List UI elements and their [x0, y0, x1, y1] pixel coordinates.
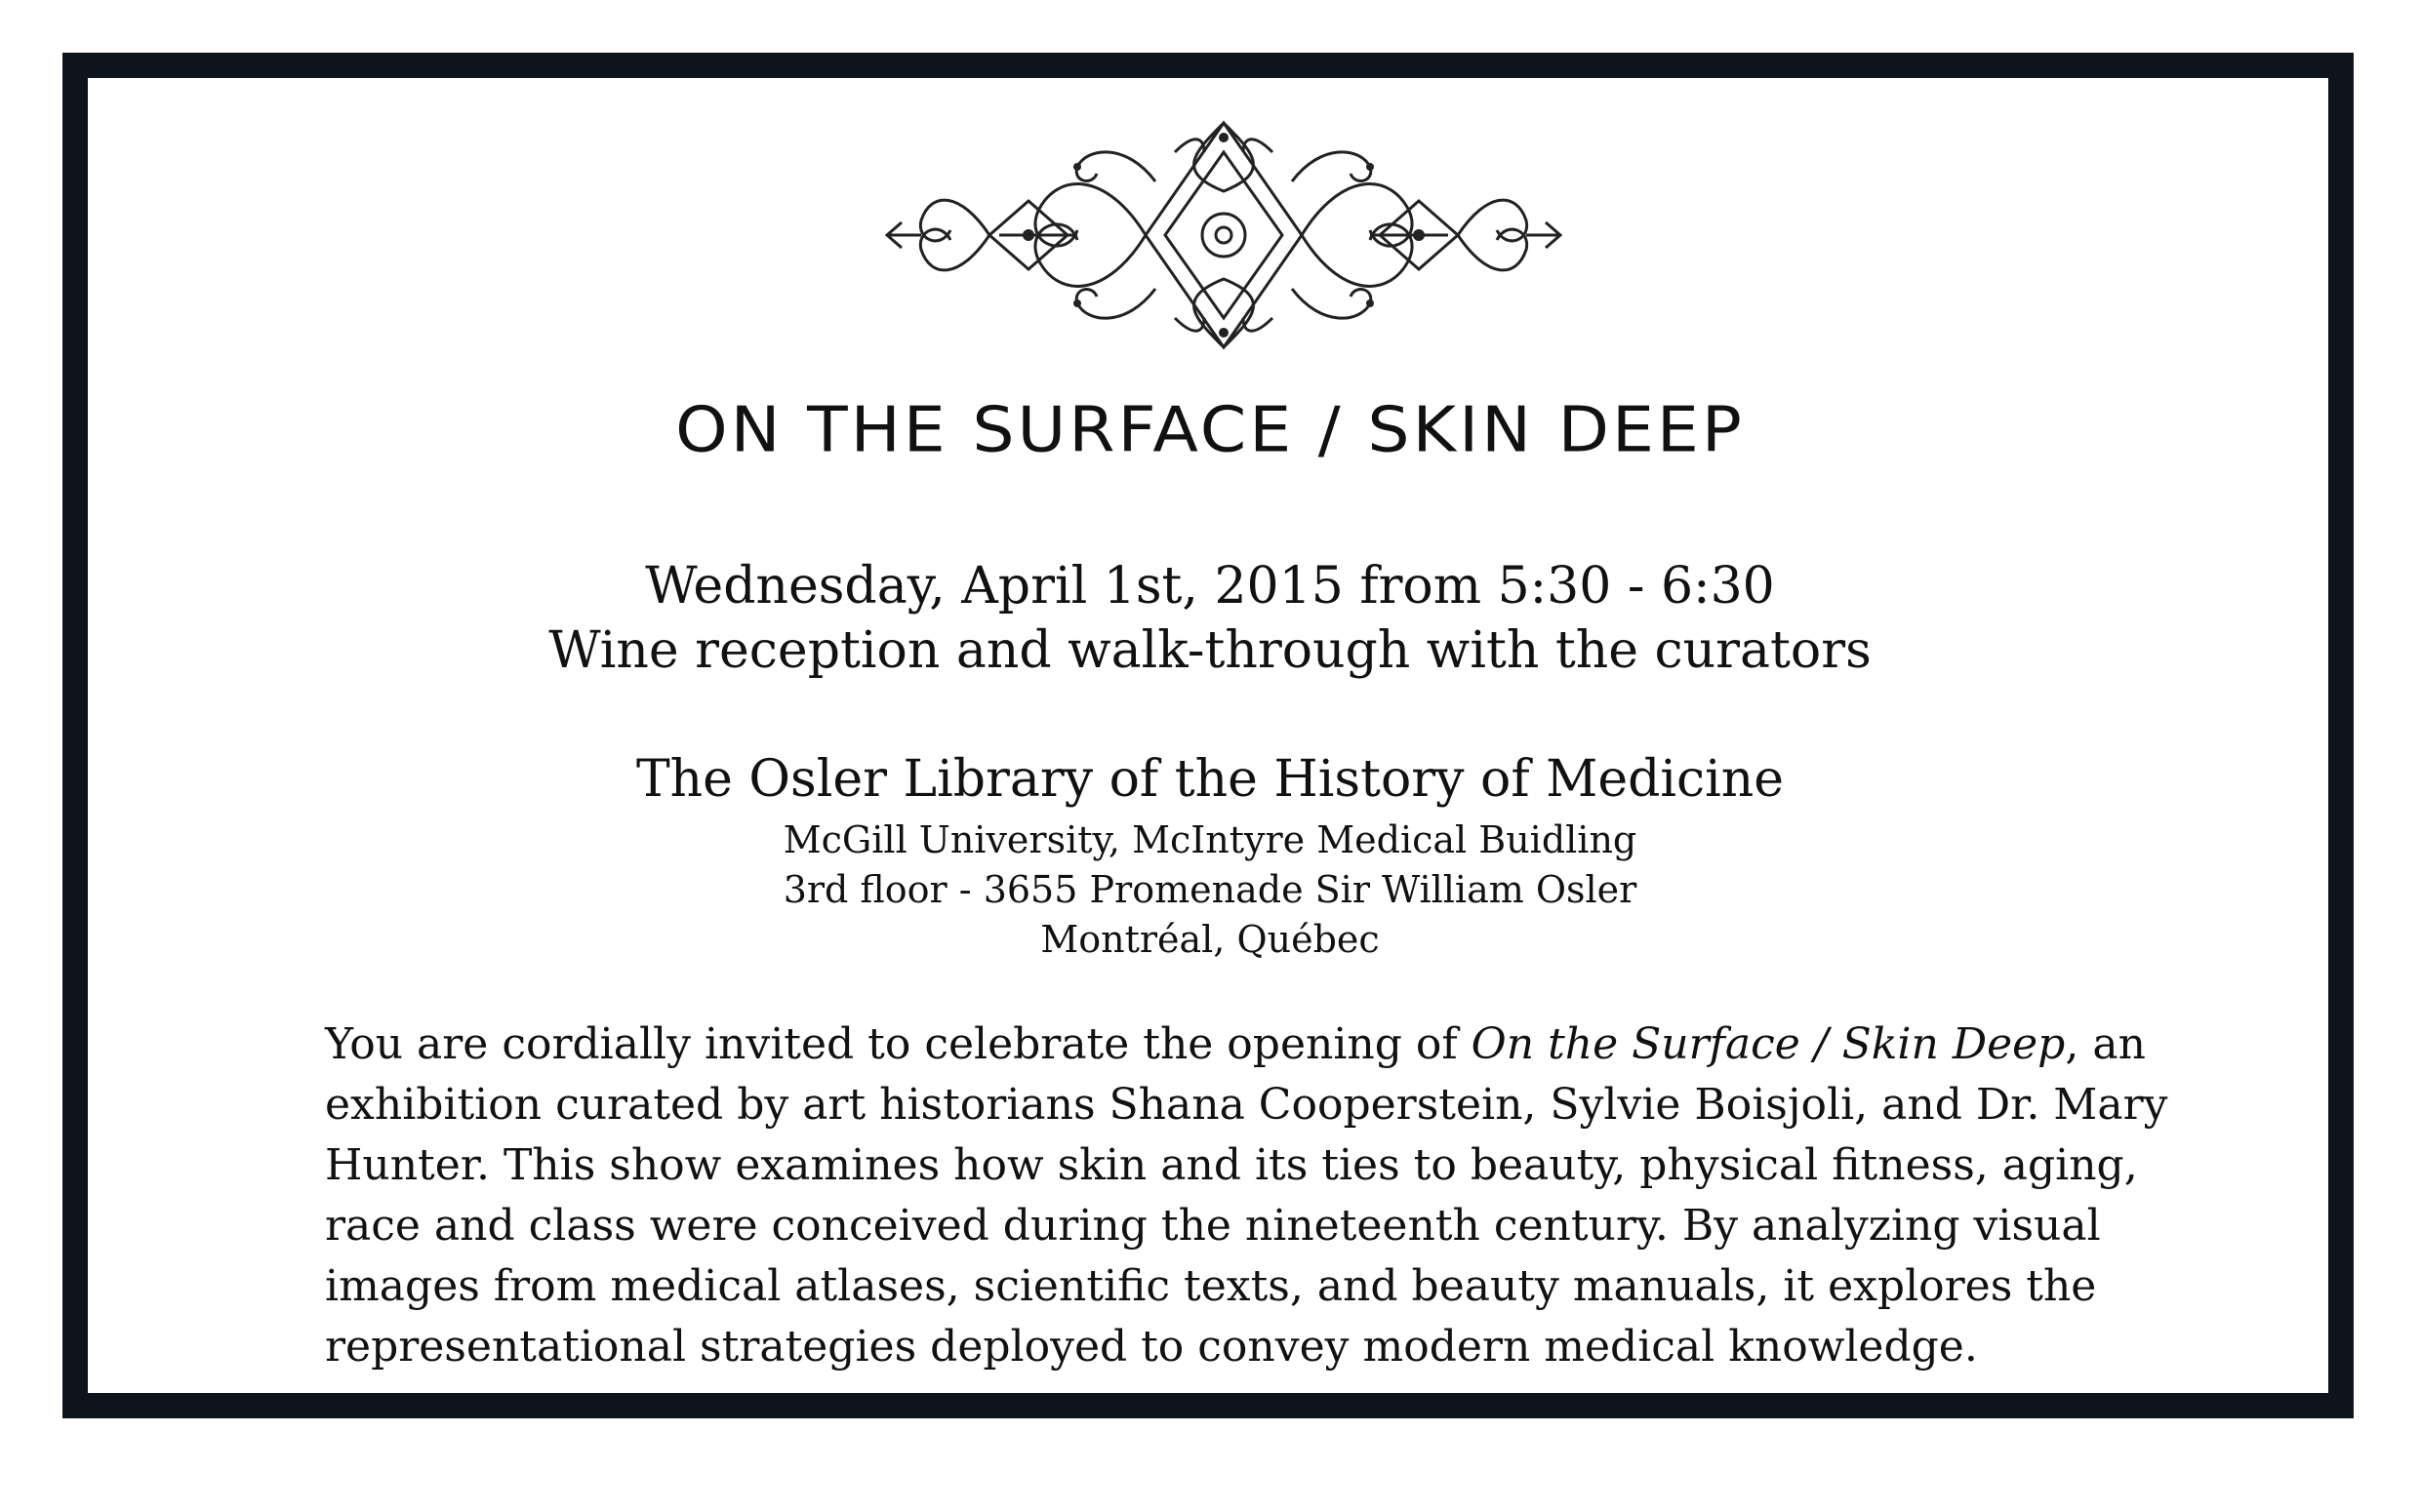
event-details — [0, 554, 2420, 683]
event-date-time: Wednesday, April 1st, 2015 from 5:30 - 6:30 — [645, 557, 1775, 616]
invitation-exhibition-title: On the Surface / Skin Deep — [1471, 1019, 2066, 1069]
venue-name: The Osler Library of the History of Medicine — [635, 750, 1785, 809]
invitation-intro: You are cordially invited to celebrate the opening of — [325, 1019, 1472, 1069]
invitation-line: race and class were conceived during the nineteenth century. By analyzing visual — [325, 1201, 2101, 1251]
venue-address-line: Montréal, Québec — [1040, 918, 1380, 961]
invitation-line: images from medical atlases, scientific texts, and beauty manuals, it explores the — [325, 1261, 2097, 1311]
filigree-ornament-icon — [881, 113, 1566, 357]
venue-address-line: 3rd floor - 3655 Promenade Sir William Osler — [783, 868, 1637, 911]
invitation-line: representational strategies deployed to convey modern medical knowledge. — [325, 1322, 1978, 1372]
invitation-intro-end: , an — [2065, 1019, 2146, 1069]
invitation-paragraph — [325, 1015, 2179, 1377]
invitation-line: Hunter. This show examines how skin and its ties to beauty, physical fitness, aging, — [325, 1140, 2138, 1190]
venue-address — [0, 816, 2420, 965]
venue-address-line: McGill University, McIntyre Medical Buidling — [783, 818, 1637, 861]
event-description: Wine reception and walk-through with the curators — [548, 621, 1872, 680]
invitation-line — [325, 1015, 2179, 1075]
exhibition-title: ON THE SURFACE / SKIN DEEP — [675, 394, 1745, 467]
invitation-line: exhibition curated by art historians Shana Cooperstein, Sylvie Boisjoli, and Dr. Mary — [325, 1080, 2168, 1130]
